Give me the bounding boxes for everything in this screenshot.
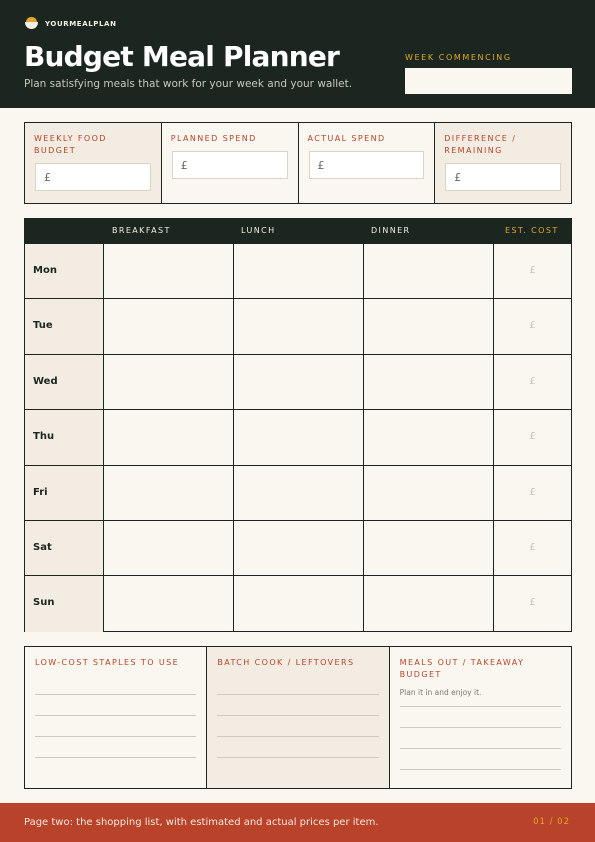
col-dinner: DINNER: [371, 226, 411, 235]
est-cost-cell[interactable]: [494, 299, 571, 353]
lunch-cell[interactable]: [234, 355, 364, 409]
day-row: [25, 521, 571, 576]
breakfast-cell[interactable]: [104, 299, 234, 353]
dinner-cell[interactable]: [364, 299, 494, 353]
breakfast-cell[interactable]: [104, 410, 234, 464]
currency-symbol: £: [529, 541, 536, 553]
lunch-cell[interactable]: [234, 410, 364, 464]
col-breakfast: BREAKFAST: [112, 226, 171, 235]
writing-line[interactable]: [217, 694, 378, 695]
writing-line[interactable]: [35, 736, 196, 737]
currency-symbol: £: [529, 597, 536, 609]
dinner-cell[interactable]: [364, 244, 494, 298]
breakfast-cell[interactable]: [104, 576, 234, 631]
writing-line[interactable]: [35, 715, 196, 716]
currency-symbol: £: [180, 159, 188, 172]
day-name: Mon: [33, 265, 57, 276]
difference-box: [435, 123, 571, 203]
dinner-cell[interactable]: [364, 521, 494, 575]
currency-symbol: £: [317, 159, 325, 172]
notes-section: [24, 646, 572, 789]
bowl-icon: [25, 17, 38, 30]
weekly-budget-label: WEEKLY FOOD BUDGET: [34, 134, 107, 155]
actual-spend-field[interactable]: [309, 151, 425, 179]
col-lunch: LUNCH: [241, 226, 276, 235]
brand-name: YOURMEALPLAN: [45, 19, 117, 28]
day-cell: [25, 355, 104, 409]
day-name: Wed: [33, 375, 58, 387]
writing-line[interactable]: [35, 694, 196, 695]
batch-cook-panel: [207, 647, 389, 788]
writing-line[interactable]: [400, 727, 561, 728]
dinner-cell[interactable]: [364, 466, 494, 520]
est-cost-cell[interactable]: [494, 576, 571, 631]
day-cell: [25, 410, 104, 464]
planned-spend-field[interactable]: [172, 151, 288, 179]
lunch-cell[interactable]: [234, 299, 364, 353]
day-name: Sat: [33, 541, 52, 553]
writing-line[interactable]: [217, 736, 378, 737]
lunch-cell[interactable]: [234, 576, 364, 631]
day-name: Tue: [33, 320, 53, 332]
page-number: 01 / 02: [533, 817, 570, 827]
day-cell: [25, 521, 104, 575]
planned-spend-box: [162, 123, 299, 203]
day-cell: [25, 244, 104, 298]
footer-note: Page two: the shopping list, with estimated and actual prices per item.: [24, 817, 379, 828]
week-commencing-label: WEEK COMMENCING: [405, 53, 512, 62]
writing-line[interactable]: [400, 748, 561, 749]
meal-planner-table: [24, 218, 572, 632]
day-row: [25, 576, 571, 631]
page-title: Budget Meal Planner: [24, 40, 340, 73]
breakfast-cell[interactable]: [104, 355, 234, 409]
lunch-cell[interactable]: [234, 244, 364, 298]
planned-spend-label: PLANNED SPEND: [170, 134, 257, 143]
day-cell: [25, 299, 104, 353]
day-row: [25, 410, 571, 465]
difference-label: DIFFERENCE / REMAINING: [444, 134, 517, 155]
header-band: [0, 0, 595, 108]
meals-out-panel: [390, 647, 571, 788]
meals-out-title: MEALS OUT / TAKEAWAY BUDGET: [399, 658, 525, 679]
currency-symbol: £: [529, 375, 536, 387]
breakfast-cell[interactable]: [104, 244, 234, 298]
footer-band: [0, 803, 595, 842]
est-cost-cell[interactable]: [494, 410, 571, 464]
weekly-budget-box: [25, 123, 162, 203]
currency-symbol: £: [529, 486, 536, 498]
currency-symbol: £: [529, 265, 536, 276]
writing-line[interactable]: [35, 757, 196, 758]
planner-body: [25, 244, 571, 632]
currency-symbol: £: [529, 431, 536, 443]
est-cost-cell[interactable]: [494, 466, 571, 520]
day-row: [25, 466, 571, 521]
staples-title: LOW-COST STAPLES TO USE: [35, 658, 180, 667]
week-commencing-field[interactable]: [405, 68, 572, 94]
day-cell: [25, 466, 104, 520]
est-cost-cell[interactable]: [494, 355, 571, 409]
writing-line[interactable]: [400, 706, 561, 707]
weekly-budget-field[interactable]: [35, 163, 151, 191]
lunch-cell[interactable]: [234, 466, 364, 520]
writing-line[interactable]: [217, 757, 378, 758]
currency-symbol: £: [44, 171, 51, 184]
brand: [25, 17, 117, 30]
difference-field[interactable]: [445, 163, 561, 191]
breakfast-cell[interactable]: [104, 466, 234, 520]
est-cost-cell[interactable]: [494, 244, 571, 298]
writing-line[interactable]: [217, 715, 378, 716]
writing-line[interactable]: [400, 769, 561, 770]
day-name: Fri: [33, 486, 48, 498]
currency-symbol: £: [454, 171, 462, 184]
staples-panel: [25, 647, 207, 788]
lunch-cell[interactable]: [234, 521, 364, 575]
planner-header-row: [25, 219, 571, 244]
day-name: Thu: [33, 431, 55, 443]
actual-spend-label: ACTUAL SPEND: [307, 134, 386, 143]
dinner-cell[interactable]: [364, 576, 494, 631]
actual-spend-box: [299, 123, 436, 203]
est-cost-cell[interactable]: [494, 521, 571, 575]
col-est-cost: EST. COST: [505, 226, 559, 235]
day-cell: [25, 576, 104, 631]
day-row: [25, 299, 571, 354]
day-row: [25, 355, 571, 410]
day-name: Sun: [33, 597, 55, 609]
meals-out-note: Plan it in and enjoy it.: [399, 688, 482, 697]
breakfast-cell[interactable]: [104, 521, 234, 575]
budget-summary: [24, 122, 572, 204]
currency-symbol: £: [529, 320, 536, 332]
page-subtitle: Plan satisfying meals that work for your week and your wallet.: [24, 78, 353, 90]
day-row: [25, 244, 571, 299]
dinner-cell[interactable]: [364, 355, 494, 409]
dinner-cell[interactable]: [364, 410, 494, 464]
batch-cook-title: BATCH COOK / LEFTOVERS: [217, 658, 355, 667]
